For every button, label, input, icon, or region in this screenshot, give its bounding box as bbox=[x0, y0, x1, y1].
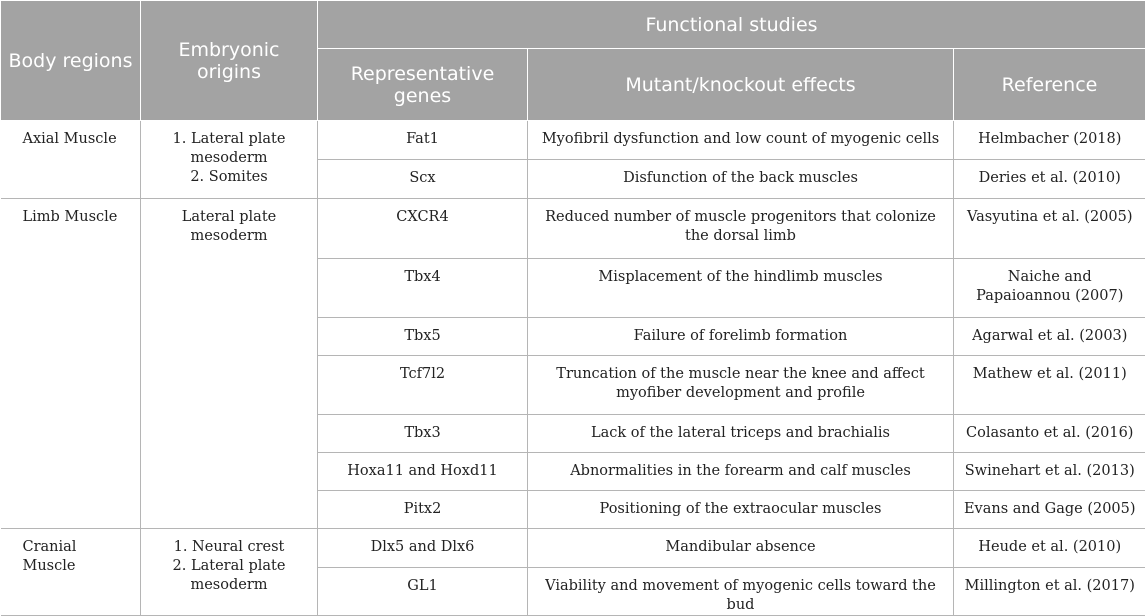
reference-cell: Millington et al. (2017) bbox=[954, 568, 1145, 616]
header-mutant-effects: Mutant/knockout effects bbox=[528, 49, 954, 121]
reference-cell: Evans and Gage (2005) bbox=[954, 491, 1145, 529]
reference-cell: Vasyutina et al. (2005) bbox=[954, 199, 1145, 259]
embryonic-origin-cell bbox=[141, 199, 318, 529]
effect-cell: Mandibular absence bbox=[528, 529, 954, 568]
origin-line: 2. Lateral plate bbox=[149, 557, 309, 576]
reference-cell: Colasanto et al. (2016) bbox=[954, 415, 1145, 453]
reference-cell: Deries et al. (2010) bbox=[954, 160, 1145, 199]
embryonic-origin-cell bbox=[141, 121, 318, 199]
reference-cell: Naiche and Papaioannou (2007) bbox=[954, 259, 1145, 318]
effect-cell: Reduced number of muscle progenitors that colonize the dorsal limb bbox=[528, 199, 954, 259]
effect-cell: Viability and movement of myogenic cells toward the bud bbox=[528, 568, 954, 616]
header-body-regions: Body regions bbox=[1, 1, 141, 121]
gene-cell: Tbx3 bbox=[318, 415, 528, 453]
table-row bbox=[1, 529, 1145, 568]
header-reference: Reference bbox=[954, 49, 1145, 121]
table-row bbox=[1, 121, 1145, 160]
gene-cell: Dlx5 and Dlx6 bbox=[318, 529, 528, 568]
gene-cell: Hoxa11 and Hoxd11 bbox=[318, 453, 528, 491]
embryonic-origin-cell bbox=[141, 529, 318, 616]
gene-cell: GL1 bbox=[318, 568, 528, 616]
table-header bbox=[1, 1, 1145, 121]
gene-cell: Tbx4 bbox=[318, 259, 528, 318]
effect-cell: Truncation of the muscle near the knee and affect myofiber development and profile bbox=[528, 356, 954, 415]
origin-line: 1. Lateral plate bbox=[149, 130, 309, 149]
reference-cell: Helmbacher (2018) bbox=[954, 121, 1145, 160]
gene-cell: Scx bbox=[318, 160, 528, 199]
table-body bbox=[1, 121, 1145, 616]
origin-line: mesoderm bbox=[149, 149, 309, 168]
body-region-cell: Cranial Muscle bbox=[1, 529, 141, 616]
gene-cell: Pitx2 bbox=[318, 491, 528, 529]
effect-cell: Failure of forelimb formation bbox=[528, 318, 954, 356]
origin-line: 1. Neural crest bbox=[149, 538, 309, 557]
gene-cell: Tcf7l2 bbox=[318, 356, 528, 415]
gene-cell: Fat1 bbox=[318, 121, 528, 160]
reference-cell: Agarwal et al. (2003) bbox=[954, 318, 1145, 356]
reference-cell: Heude et al. (2010) bbox=[954, 529, 1145, 568]
reference-cell: Mathew et al. (2011) bbox=[954, 356, 1145, 415]
effect-cell: Myofibril dysfunction and low count of myogenic cells bbox=[528, 121, 954, 160]
reference-cell: Swinehart et al. (2013) bbox=[954, 453, 1145, 491]
gene-cell: CXCR4 bbox=[318, 199, 528, 259]
origin-line: mesoderm bbox=[149, 576, 309, 595]
body-region-cell: Axial Muscle bbox=[1, 121, 141, 199]
effect-cell: Disfunction of the back muscles bbox=[528, 160, 954, 199]
origin-line: 2. Somites bbox=[149, 168, 309, 187]
gene-cell: Tbx5 bbox=[318, 318, 528, 356]
body-region-cell: Limb Muscle bbox=[1, 199, 141, 529]
header-functional-studies: Functional studies bbox=[318, 1, 1145, 49]
effect-cell: Misplacement of the hindlimb muscles bbox=[528, 259, 954, 318]
table-row bbox=[1, 199, 1145, 259]
header-representative-genes: Representative genes bbox=[318, 49, 528, 121]
effect-cell: Positioning of the extraocular muscles bbox=[528, 491, 954, 529]
effect-cell: Lack of the lateral triceps and brachialis bbox=[528, 415, 954, 453]
effect-cell: Abnormalities in the forearm and calf muscles bbox=[528, 453, 954, 491]
origin-line: Lateral plate mesoderm bbox=[149, 208, 309, 246]
header-embryonic-origins: Embryonic origins bbox=[141, 1, 318, 121]
